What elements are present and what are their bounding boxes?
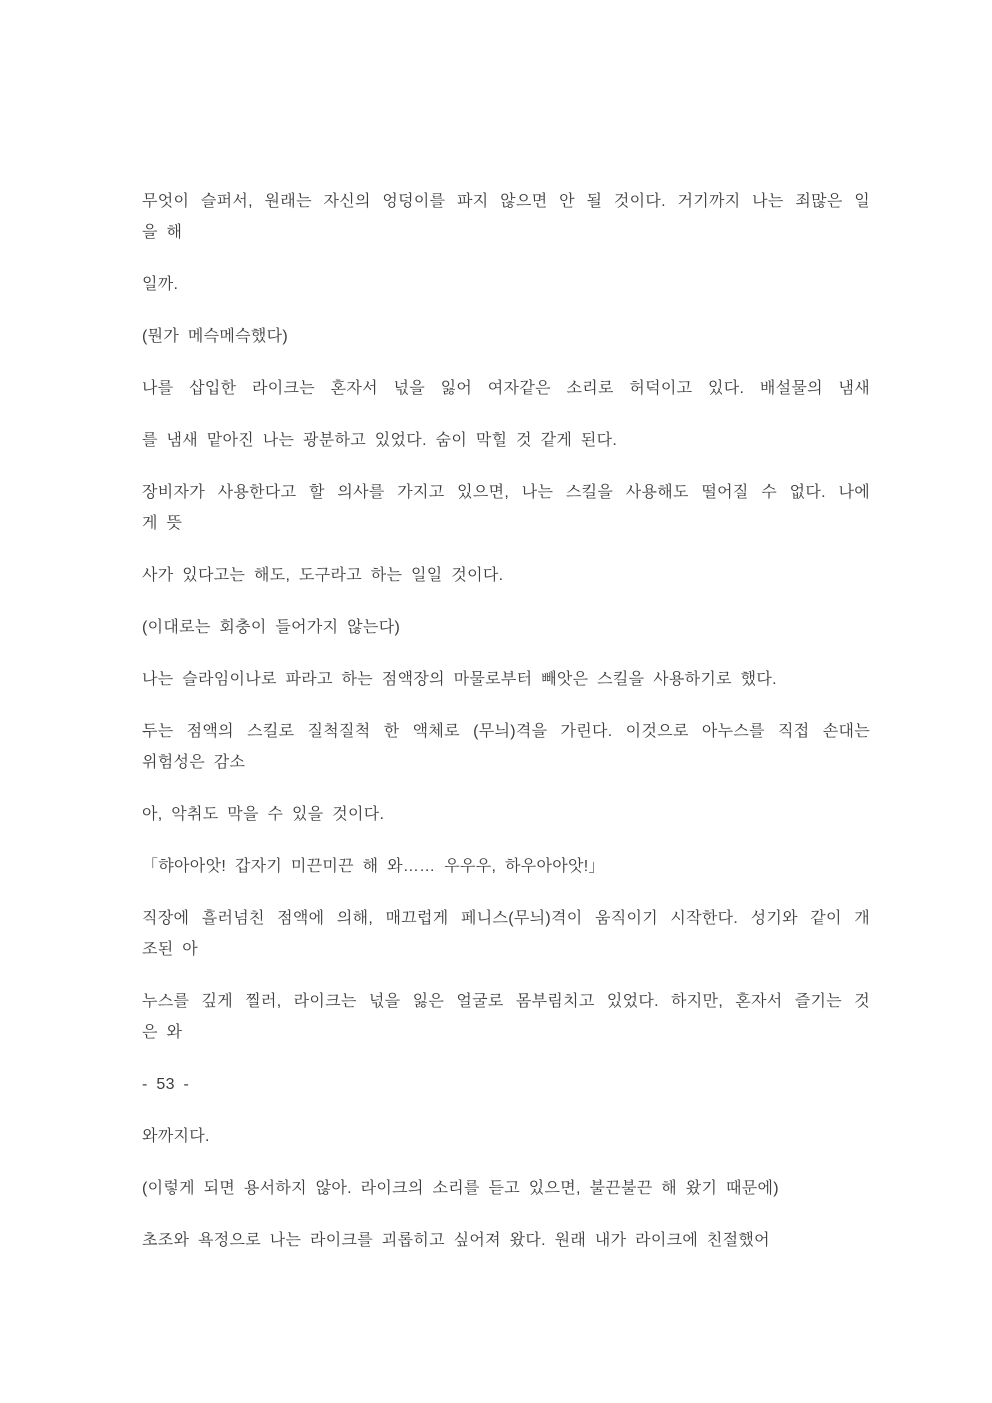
- text-line: (이대로는 회충이 들어가지 않는다): [142, 619, 401, 636]
- text-line: 와까지다.: [142, 1128, 210, 1145]
- text-line: 나는 슬라임이나로 파라고 하는 점액장의 마물로부터 빼앗은 스킬을 사용하기로 했다.: [142, 671, 777, 688]
- paragraph: [142, 799, 870, 830]
- paragraph: [142, 560, 870, 591]
- paragraph: [142, 321, 870, 352]
- paragraph: [142, 1173, 870, 1204]
- paragraph: [142, 716, 870, 778]
- text-line: (뭔가 메슥메슥했다): [142, 328, 289, 345]
- page-number: [142, 1069, 870, 1100]
- text-line: 은 와: [142, 1024, 183, 1041]
- paragraph: [142, 986, 870, 1048]
- dialogue-line: 「햐아아앗! 갑자기 미끈미끈 해 와…… 우우우, 하우아아앗!」: [142, 858, 605, 875]
- paragraph: [142, 664, 870, 695]
- text-line: 위험성은 감소: [142, 754, 246, 771]
- text-line: 누스를 깊게 찔러, 라이크는 넋을 잃은 얼굴로 몸부림치고 있었다. 하지만, 혼자서 즐기는 것: [142, 993, 870, 1010]
- paragraph: [142, 612, 870, 643]
- paragraph: [142, 477, 870, 539]
- text-line: 아, 악취도 막을 수 있을 것이다.: [142, 806, 385, 823]
- text-line: 장비자가 사용한다고 할 의사를 가지고 있으면, 나는 스킬을 사용해도 떨어질 수 없다. 나에: [142, 484, 870, 501]
- page-number-label: - 53 -: [142, 1076, 190, 1093]
- paragraph: [142, 851, 870, 882]
- paragraph: [142, 903, 870, 965]
- text-line: 사가 있다고는 해도, 도구라고 하는 일일 것이다.: [142, 567, 504, 584]
- text-line: (이렇게 되면 용서하지 않아. 라이크의 소리를 듣고 있으면, 불끈불끈 해 왔기 때문에): [142, 1180, 779, 1197]
- text-line: 일까.: [142, 276, 179, 293]
- text-line: 두는 점액의 스킬로 질척질척 한 액체로 (무늬)격을 가린다. 이것으로 아누스를 직접 손대는: [142, 723, 870, 740]
- text-line: 무엇이 슬퍼서, 원래는 자신의 엉덩이를 파지 않으면 안 될 것이다. 거기까지 나는 죄많은 일: [142, 193, 870, 210]
- text-line: 나를 삽입한 라이크는 혼자서 넋을 잃어 여자같은 소리로 허덕이고 있다. 배설물의 냄새: [142, 380, 870, 397]
- text-line: 를 냄새 맡아진 나는 광분하고 있었다. 숨이 막힐 것 같게 된다.: [142, 432, 618, 449]
- paragraph: [142, 1225, 870, 1256]
- text-line: 게 뜻: [142, 515, 183, 532]
- paragraph: [142, 269, 870, 300]
- paragraph: [142, 373, 870, 404]
- text-line: 초조와 욕정으로 나는 라이크를 괴롭히고 싶어져 왔다. 원래 내가 라이크에 친절했어: [142, 1232, 770, 1249]
- text-line: 직장에 흘러넘친 점액에 의해, 매끄럽게 페니스(무늬)격이 움직이기 시작한다. 성기와 같이 개: [142, 910, 870, 927]
- paragraph: [142, 1121, 870, 1152]
- paragraph: [142, 425, 870, 456]
- text-line: 조된 아: [142, 941, 199, 958]
- text-line: 을 해: [142, 224, 183, 241]
- paragraph: [142, 186, 870, 248]
